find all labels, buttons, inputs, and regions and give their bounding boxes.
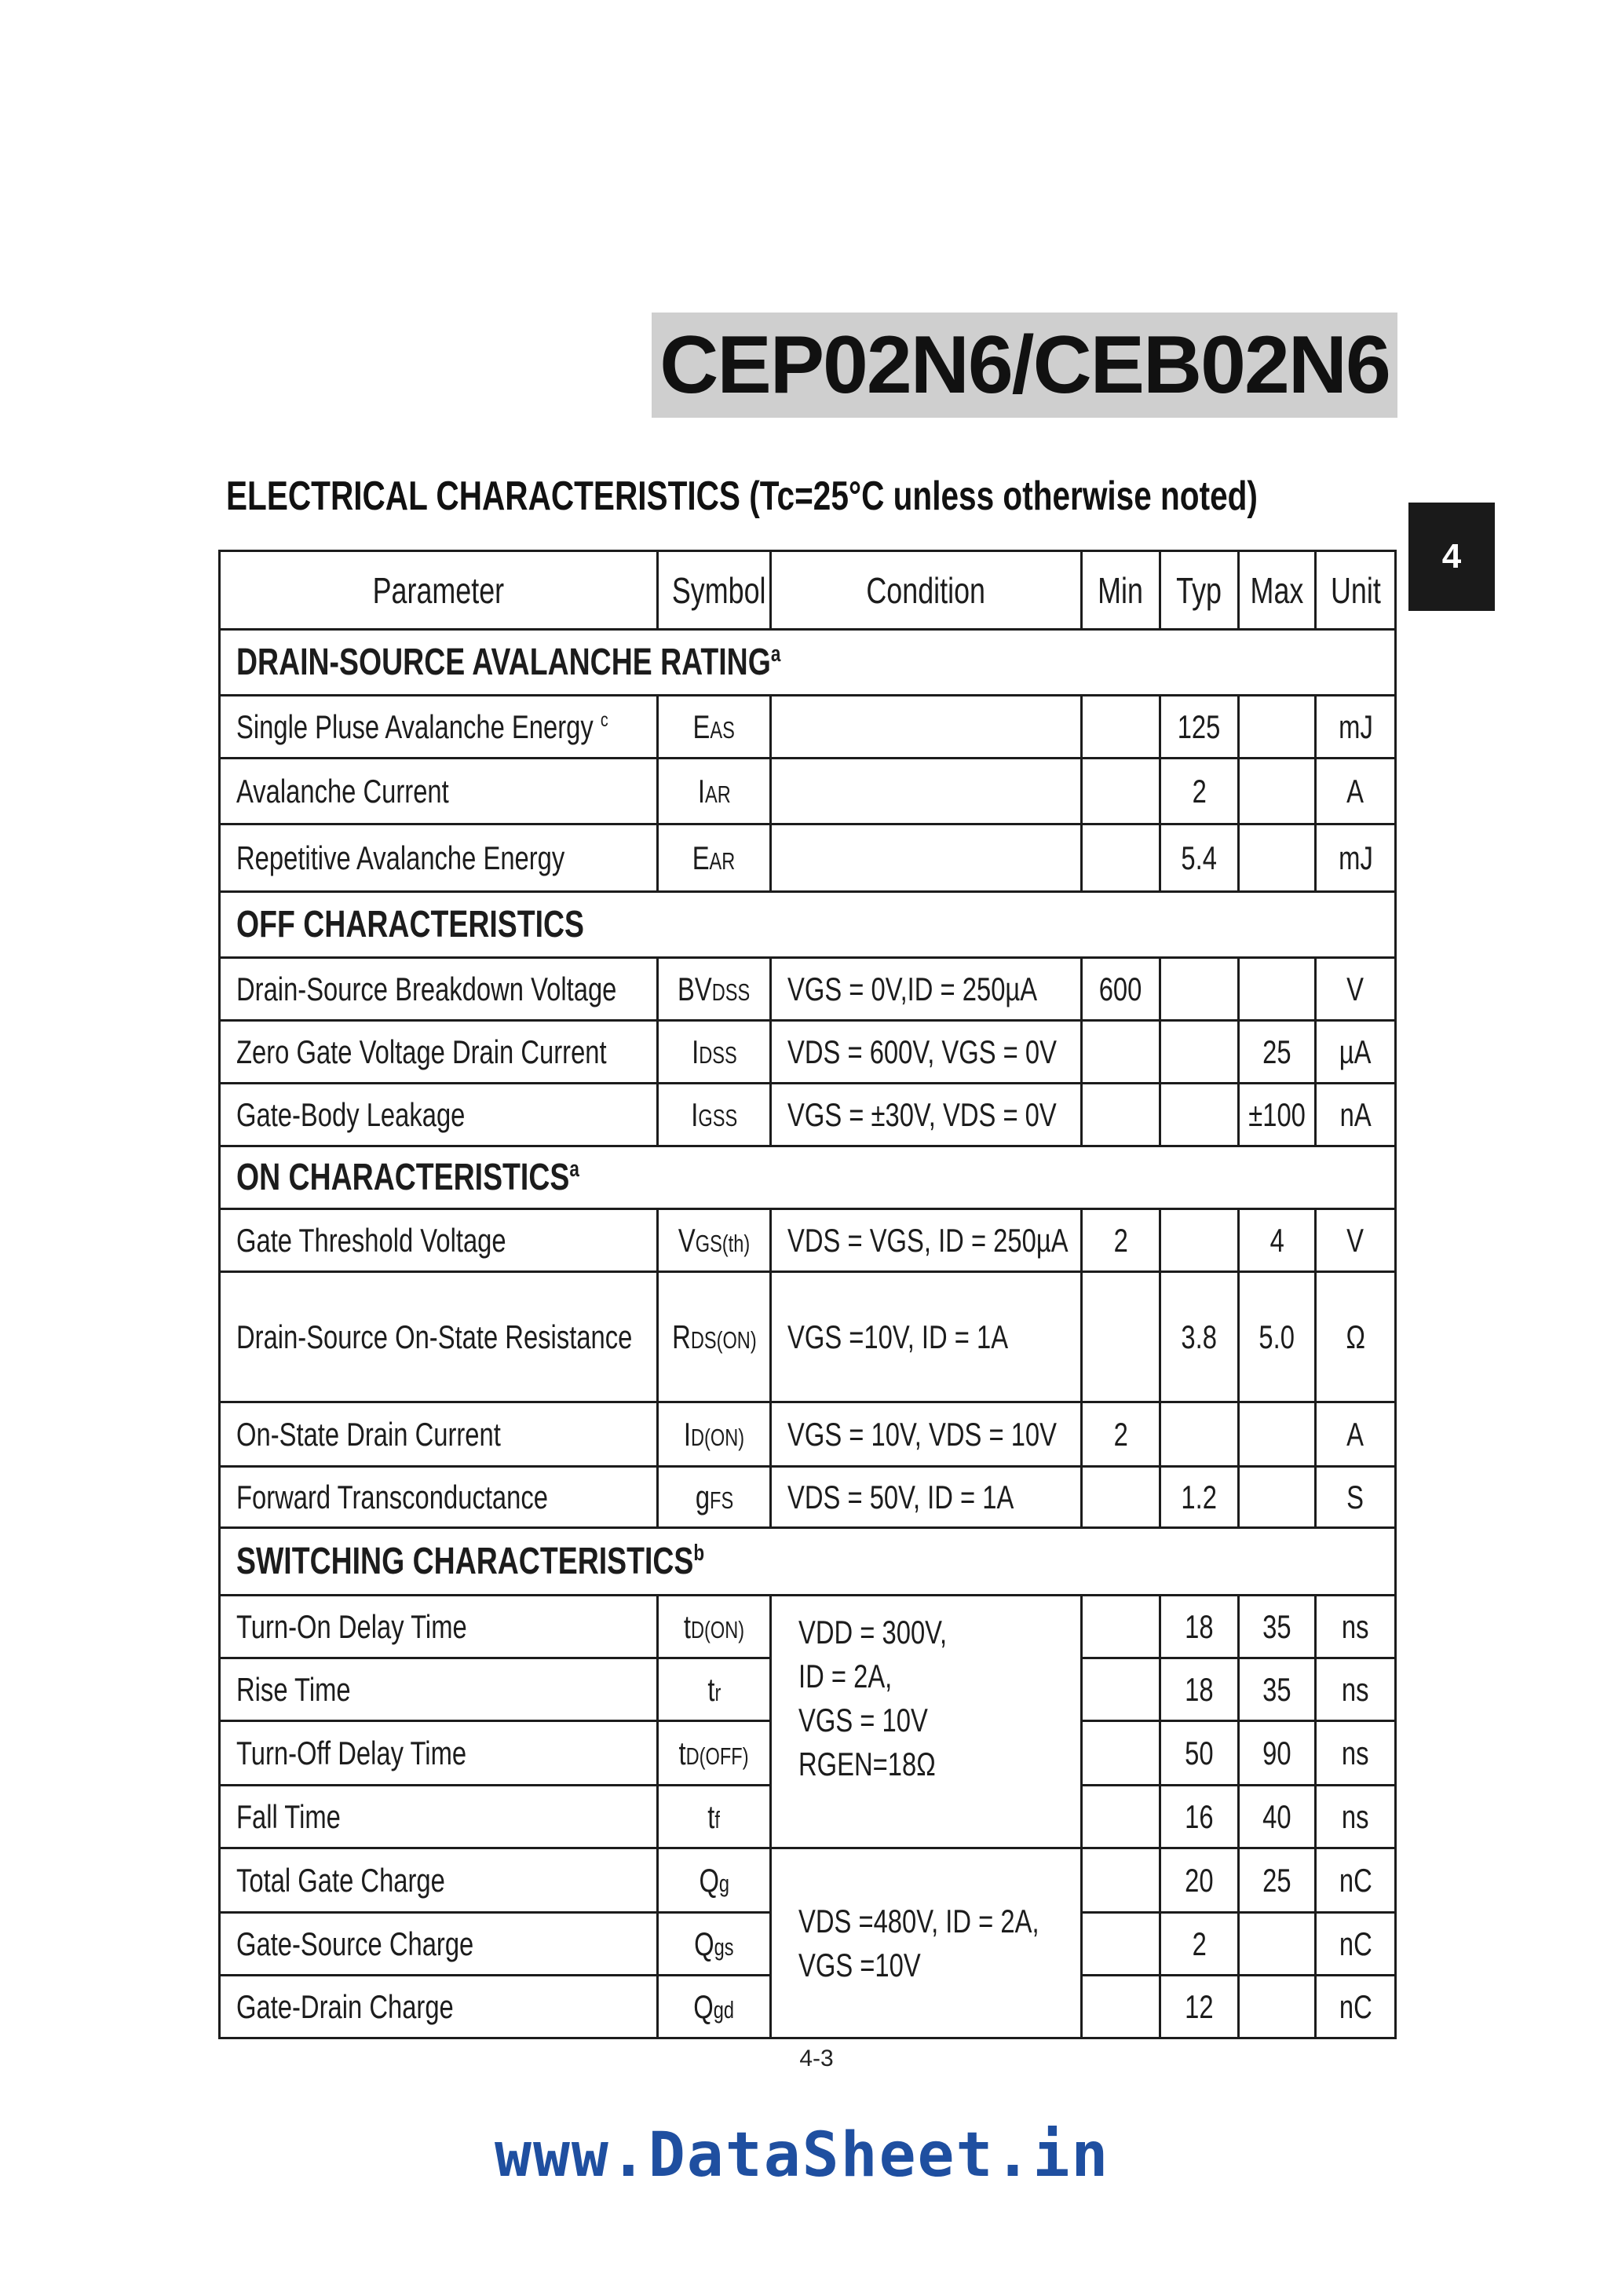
typ-value: 2 (1192, 1925, 1207, 1962)
max-value: 90 (1262, 1734, 1291, 1771)
typ-value: 16 (1185, 1797, 1214, 1835)
param-name: Repetitive Avalanche Energy (236, 839, 565, 876)
document-title: CEP02N6/CEB02N6 (659, 319, 1390, 411)
footnote-marker: c (600, 708, 608, 731)
watermark[interactable]: www.DataSheet.in (495, 2120, 1110, 2191)
unit: A (1346, 772, 1364, 810)
symbol: IDSS (691, 1033, 737, 1070)
symbol: tD(OFF) (678, 1734, 749, 1771)
table-row (220, 1467, 1396, 1528)
symbol: Qgd (693, 1987, 735, 2025)
side-tab: 4 (1408, 503, 1495, 611)
switching-condition: VDD = 300V, ID = 2A, VGS = 10V RGEN=18Ω (771, 1596, 1082, 1848)
min-value: 2 (1113, 1221, 1128, 1259)
symbol: gFS (695, 1478, 733, 1515)
unit: nC (1339, 1987, 1372, 2025)
max-value: 25 (1262, 1033, 1291, 1070)
symbol: IGSS (691, 1095, 737, 1133)
typ-value: 20 (1185, 1861, 1214, 1899)
table-row (220, 1848, 1396, 1913)
param-name: Single Pluse Avalanche Energy (236, 707, 594, 745)
group-title: ON CHARACTERISTICS (236, 1157, 570, 1198)
unit: ns (1342, 1797, 1369, 1835)
max-value: 40 (1262, 1797, 1291, 1835)
unit: mJ (1338, 707, 1373, 745)
param-name: Gate-Source Charge (236, 1925, 474, 1962)
unit: V (1346, 1221, 1364, 1259)
typ-value: 3.8 (1181, 1318, 1218, 1355)
param-name: On-State Drain Current (236, 1415, 501, 1453)
param-name: Total Gate Charge (236, 1861, 445, 1899)
param-name: Gate Threshold Voltage (236, 1221, 506, 1259)
table-row (220, 1084, 1396, 1146)
condition: VGS = 10V, VDS = 10V (787, 1415, 1057, 1453)
header-condition: Condition (771, 551, 1082, 630)
param-name: Fall Time (236, 1797, 341, 1835)
param-name: Drain-Source On-State Resistance (236, 1318, 633, 1355)
header-symbol: Symbol (658, 551, 771, 630)
header-parameter: Parameter (220, 551, 658, 630)
param-name: Rise Time (236, 1670, 351, 1708)
header-typ: Typ (1160, 551, 1239, 630)
footnote-marker: b (693, 1541, 705, 1566)
typ-value: 12 (1185, 1987, 1214, 2025)
max-value: 35 (1262, 1670, 1291, 1708)
param-name: Turn-On Delay Time (236, 1607, 467, 1645)
min-value: 2 (1113, 1415, 1128, 1453)
unit: ns (1342, 1670, 1369, 1708)
max-value: 35 (1262, 1607, 1291, 1645)
group-title: OFF CHARACTERISTICS (236, 904, 585, 945)
typ-value: 2 (1192, 772, 1207, 810)
condition: VGS =10V, ID = 1A (787, 1318, 1009, 1355)
symbol: EAR (692, 839, 736, 876)
symbol: IAR (697, 772, 731, 810)
param-name: Turn-Off Delay Time (236, 1734, 467, 1771)
typ-value: 18 (1185, 1670, 1214, 1708)
page-number: 4-3 (799, 2046, 834, 2071)
symbol: tf (707, 1797, 721, 1835)
group-on (220, 1146, 1396, 1209)
table-row (220, 1596, 1396, 1658)
condition: VDS = 600V, VGS = 0V (787, 1033, 1057, 1070)
param-name: Gate-Body Leakage (236, 1095, 466, 1133)
group-switching (220, 1528, 1396, 1596)
section-title: ELECTRICAL CHARACTERISTICS (Tc=25°C unless otherwise noted) (226, 473, 1258, 519)
condition: VGS = ±30V, VDS = 0V (787, 1095, 1057, 1133)
charge-condition: VDS =480V, ID = 2A, VGS =10V (771, 1848, 1082, 2038)
table-row (220, 759, 1396, 824)
table-row (220, 1209, 1396, 1272)
symbol: BVDSS (678, 970, 751, 1007)
unit: S (1346, 1478, 1364, 1515)
symbol: tD(ON) (683, 1607, 745, 1645)
symbol: Qg (699, 1861, 729, 1899)
unit: mJ (1338, 839, 1373, 876)
unit: nA (1339, 1095, 1372, 1133)
param-name: Zero Gate Voltage Drain Current (236, 1033, 607, 1070)
table-row (220, 1402, 1396, 1467)
title-box (652, 313, 1397, 418)
unit: nC (1339, 1861, 1372, 1899)
typ-value: 50 (1185, 1734, 1214, 1771)
symbol: Qgs (694, 1925, 734, 1962)
condition: VDS = VGS, ID = 250µA (787, 1221, 1069, 1259)
typ-value: 18 (1185, 1607, 1214, 1645)
table-row (220, 958, 1396, 1021)
group-title: DRAIN-SOURCE AVALANCHE RATING (236, 642, 771, 683)
condition: VDS = 50V, ID = 1A (787, 1478, 1014, 1515)
typ-value: 1.2 (1181, 1478, 1218, 1515)
symbol: VGS(th) (678, 1221, 751, 1259)
group-title: SWITCHING CHARACTERISTICS (236, 1541, 694, 1582)
unit: A (1346, 1415, 1364, 1453)
min-value: 600 (1099, 970, 1142, 1007)
condition: VGS = 0V,ID = 250µA (787, 970, 1038, 1007)
symbol: RDS(ON) (671, 1318, 757, 1355)
header-min: Min (1082, 551, 1160, 630)
group-avalanche (220, 630, 1396, 696)
unit: nC (1339, 1925, 1372, 1962)
table-row (220, 824, 1396, 892)
max-value: 25 (1262, 1861, 1291, 1899)
param-name: Gate-Drain Charge (236, 1987, 454, 2025)
symbol: EAS (692, 707, 736, 745)
unit: V (1346, 970, 1364, 1007)
symbol: tr (707, 1670, 721, 1708)
max-value: 5.0 (1259, 1318, 1295, 1355)
electrical-characteristics-table (218, 550, 1397, 2039)
footnote-marker: a (770, 642, 781, 667)
symbol: ID(ON) (683, 1415, 745, 1453)
typ-value: 5.4 (1181, 839, 1218, 876)
param-name: Drain-Source Breakdown Voltage (236, 970, 617, 1007)
table-row (220, 696, 1396, 759)
max-value: 4 (1269, 1221, 1284, 1259)
header-unit: Unit (1316, 551, 1396, 630)
table-row (220, 1272, 1396, 1402)
table-row (220, 1021, 1396, 1084)
unit: ns (1342, 1607, 1369, 1645)
param-name: Avalanche Current (236, 772, 449, 810)
unit: µA (1339, 1033, 1372, 1070)
footnote-marker: a (569, 1157, 579, 1182)
unit: Ω (1346, 1318, 1365, 1355)
typ-value: 125 (1178, 707, 1221, 745)
unit: ns (1342, 1734, 1369, 1771)
param-name: Forward Transconductance (236, 1478, 548, 1515)
group-off (220, 892, 1396, 958)
max-value: ±100 (1248, 1095, 1306, 1133)
header-row (220, 551, 1396, 630)
header-max: Max (1239, 551, 1316, 630)
